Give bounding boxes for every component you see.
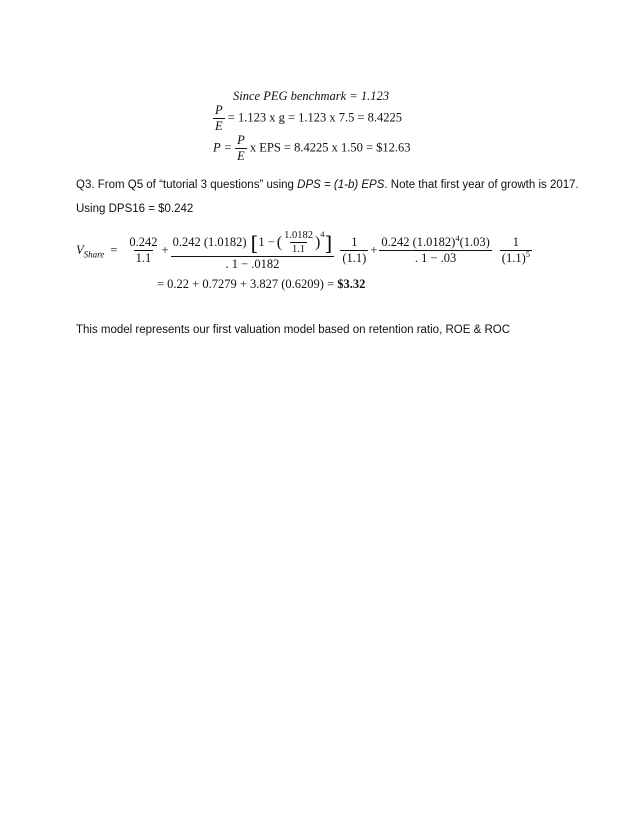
pe-ratio-line: [213, 104, 402, 133]
conclusion-text: This model represents our first valuation model based on retention ratio, ROE & ROC: [76, 324, 511, 336]
q3-intro-a: Q3. From Q5 of “tutorial 3 questions” using: [76, 179, 298, 191]
term5-numerator: 1: [512, 235, 519, 249]
term4-num-exp: 4: [455, 232, 460, 243]
term2-one-minus: 1 −: [258, 235, 275, 249]
valuation-result-value: $3.32: [337, 277, 366, 291]
equals-sign: =: [110, 243, 118, 257]
growth-ratio-numerator: 1.0182: [284, 230, 313, 241]
term4-denominator: . 1 − .03: [379, 250, 491, 265]
price-pe-denominator: E: [237, 149, 245, 163]
pe-fraction: [213, 104, 225, 133]
term4-numerator: [379, 232, 491, 250]
term1-denominator: 1.1: [135, 251, 152, 265]
term5-denominator: [500, 250, 532, 265]
v-symbol: V: [76, 243, 84, 257]
left-bracket: [: [250, 230, 259, 255]
right-paren: ): [314, 234, 321, 251]
valuation-result-line: [157, 277, 365, 292]
right-bracket: ]: [324, 230, 333, 255]
plus-sign-2: +: [370, 243, 378, 257]
pe-calculation: = 1.123 x g = 1.123 x 7.5 = 8.4225: [227, 110, 403, 125]
q3-intro-formula: DPS = (1-b) EPS: [297, 179, 385, 191]
term2-numerator: 0.242 (1.0182) [ 1 − ( $\frac{1.0182}{1.1}$ ) 4 ]: [172, 229, 333, 255]
term2-denominator: . 1 − .0182: [171, 256, 335, 271]
term5-den-exp: 5: [525, 248, 530, 259]
term4-fraction: [379, 232, 491, 265]
plus-sign-1: +: [161, 243, 169, 257]
growth-ratio-fraction: [282, 230, 315, 255]
dps-line: Using DPS16 = $0.242: [76, 203, 194, 215]
price-calculation: x EPS = 8.4225 x 1.50 = $12.63: [249, 140, 411, 155]
growth-ratio-denominator: 1.1: [291, 244, 306, 255]
term3-numerator: 1: [351, 235, 358, 249]
term4-num-tail: (1.03): [459, 235, 490, 249]
term2-fraction: [171, 230, 335, 271]
term3-denominator: (1.1): [342, 251, 367, 265]
term3-fraction: [340, 236, 368, 265]
left-paren: (: [276, 234, 283, 251]
valuation-result-prefix: = 0.22 + 0.7279 + 3.827 (0.6209) =: [157, 277, 338, 291]
peg-benchmark-text: Since PEG benchmark = 1.123: [233, 89, 389, 103]
term5-fraction: [500, 236, 532, 265]
term1-fraction: [127, 236, 159, 265]
q3-intro: [76, 179, 579, 191]
q3-intro-b: . Note that first year of growth is 2017.: [384, 179, 579, 191]
price-line: [213, 134, 411, 163]
v-share-symbol: [76, 243, 104, 258]
pe-denominator: E: [215, 119, 223, 133]
price-pe-numerator: P: [237, 133, 245, 147]
term4-num-base: 0.242 (1.0182): [381, 235, 456, 249]
pe-numerator: P: [215, 103, 223, 117]
term5-den-base: (1.1): [501, 251, 526, 265]
term1-numerator: 0.242: [129, 235, 158, 249]
price-pe-fraction: [235, 134, 247, 163]
valuation-formula: [76, 230, 532, 271]
peg-benchmark-line: [233, 89, 389, 104]
term2-coef: 0.242 (1.0182): [172, 235, 247, 249]
share-subscript: Share: [83, 249, 105, 260]
price-lhs: P =: [213, 140, 232, 155]
